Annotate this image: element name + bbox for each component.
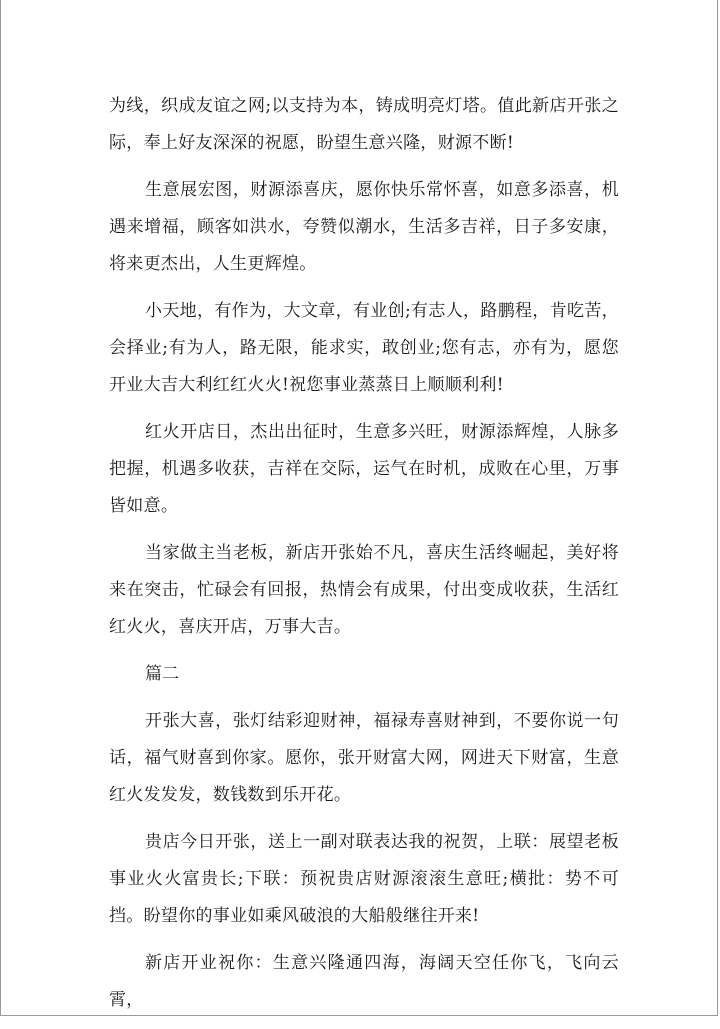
paragraph: 当家做主当老板，新店开张始不凡，喜庆生活终崛起，美好将来在突击，忙碌会有回报，热情会有成果，付出变成收获，生活红红火火，喜庆开店，万事大吉。	[109, 543, 619, 637]
paragraph: 小天地，有作为，大文章，有业创;有志人，路鹏程，肯吃苦，会择业;有为人，路无限，能求实，敢创业;您有志，亦有为，愿您开业大吉大利红红火火!祝您事业蒸蒸日上顺顺利利!	[109, 301, 619, 395]
paragraph-continued: 为线，织成友谊之网;以支持为本，铸成明亮灯塔。值此新店开张之际，奉上好友深深的祝愿，盼望生意兴隆，财源不断!	[109, 96, 619, 153]
document-body	[109, 88, 619, 1029]
paragraph: 贵店今日开张，送上一副对联表达我的祝贺，上联：展望老板事业火火富贵长;下联：预祝贵店财源滚滚生意旺;横批：势不可挡。盼望你的事业如乘风破浪的大船般继往开来!	[109, 832, 619, 926]
section-heading: 篇二	[145, 664, 179, 684]
paragraph: 红火开店日，杰出出征时，生意多兴旺，财源添辉煌，人脉多把握，机遇多收获，吉祥在交际，运气在时机，成败在心里，万事皆如意。	[109, 422, 619, 516]
paragraph: 生意展宏图，财源添喜庆，愿你快乐常怀喜，如意多添喜，机遇来增福，顾客如洪水，夸赞似潮水，生活多吉祥，日子多安康，将来更杰出，人生更辉煌。	[109, 180, 619, 274]
paragraph: 开张大喜，张灯结彩迎财神，福禄寿喜财神到，不要你说一句话，福气财喜到你家。愿你，张开财富大网，网进天下财富，生意红火发发发，数钱数到乐开花。	[109, 711, 619, 805]
paragraph: 新店开业祝你：生意兴隆通四海，海阔天空任你飞，飞向云霄，	[109, 953, 619, 1010]
